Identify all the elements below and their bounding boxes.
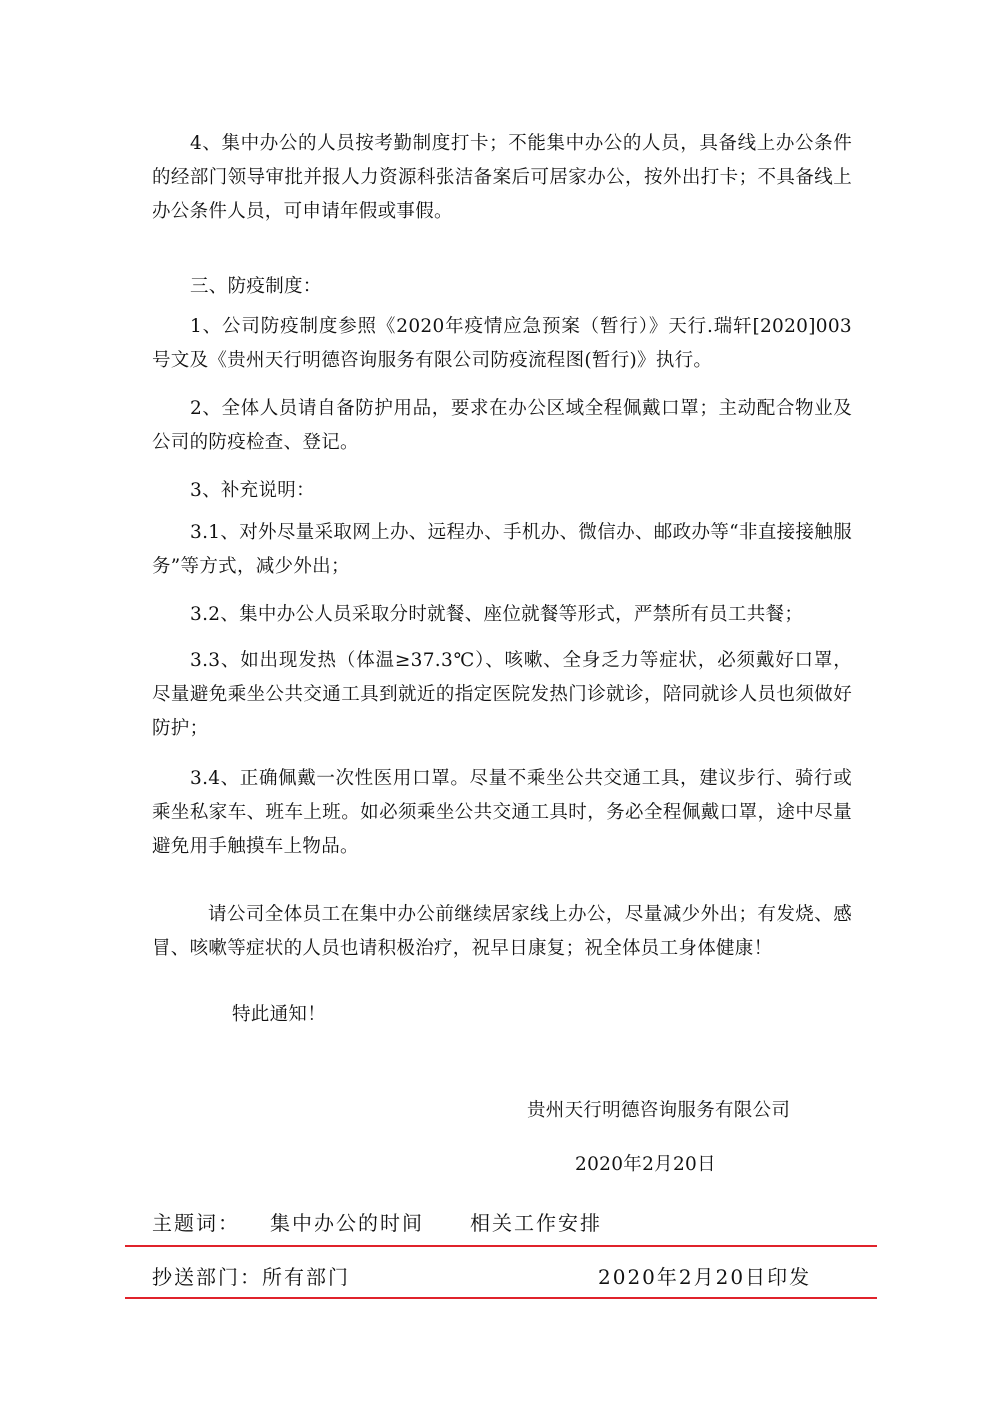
notice-line: 特此通知！: [232, 1004, 327, 1025]
paragraph-epidemic-policy: 1、公司防疫制度参照《2020年疫情应急预案（暂行）》天行.瑞轩[2020]003号文及《贵州天行明德咨询服务有限公司防疫流程图(暂行)》执行。: [152, 316, 852, 371]
paragraph-closing: 请公司全体员工在集中办公前继续居家线上办公，尽量减少外出；有发烧、感冒、咳嗽等症状的人员也请积极治疗，祝早日康复；祝全体员工身体健康！: [152, 904, 852, 959]
print-date: 2020年2月20日印发: [598, 1265, 812, 1289]
signature-date: 2020年2月20日: [575, 1154, 716, 1175]
keyword-work-arrangement: 相关工作安排: [470, 1211, 602, 1235]
paragraph-supplement-3-4: 3.4、正确佩戴一次性医用口罩。尽量不乘坐公共交通工具，建议步行、骑行或乘坐私家车、班车上班。如必须乘坐公共交通工具时，务必全程佩戴口罩，途中尽量避免用手触摸车上物品。: [152, 768, 852, 857]
cc-departments: 抄送部门：所有部门: [152, 1265, 350, 1289]
footer-rule-bottom: [125, 1297, 877, 1299]
section-heading-epidemic: 三、防疫制度：: [190, 276, 322, 297]
paragraph-supplement-3-2: 3.2、集中办公人员采取分时就餐、座位就餐等形式，严禁所有员工共餐；: [190, 604, 804, 625]
paragraph-supplement-3-3: 3.3、如出现发热（体温≥37.3℃）、咳嗽、全身乏力等症状，必须戴好口罩，尽量避免乘坐公共交通工具到就近的指定医院发热门诊就诊，陪同就诊人员也须做好防护；: [152, 650, 852, 739]
paragraph-supplement-heading: 3、补充说明：: [190, 480, 315, 501]
footer-rule-top: [125, 1245, 877, 1247]
keyword-office-time: 集中办公的时间: [270, 1211, 424, 1235]
paragraph-supplement-3-1: 3.1、对外尽量采取网上办、远程办、手机办、微信办、邮政办等“非直接接触服务”等方式，减少外出；: [152, 522, 852, 577]
paragraph-protective-gear: 2、全体人员请自备防护用品，要求在办公区域全程佩戴口罩；主动配合物业及公司的防疫检查、登记。: [152, 398, 852, 453]
paragraph-attendance: 4、集中办公的人员按考勤制度打卡；不能集中办公的人员，具备线上办公条件的经部门领导审批并报人力资源科张洁备案后可居家办公，按外出打卡；不具备线上办公条件人员，可申请年假或事假。: [152, 133, 852, 222]
signature-company: 贵州天行明德咨询服务有限公司: [527, 1100, 791, 1121]
keywords-label: 主题词：: [152, 1211, 240, 1235]
